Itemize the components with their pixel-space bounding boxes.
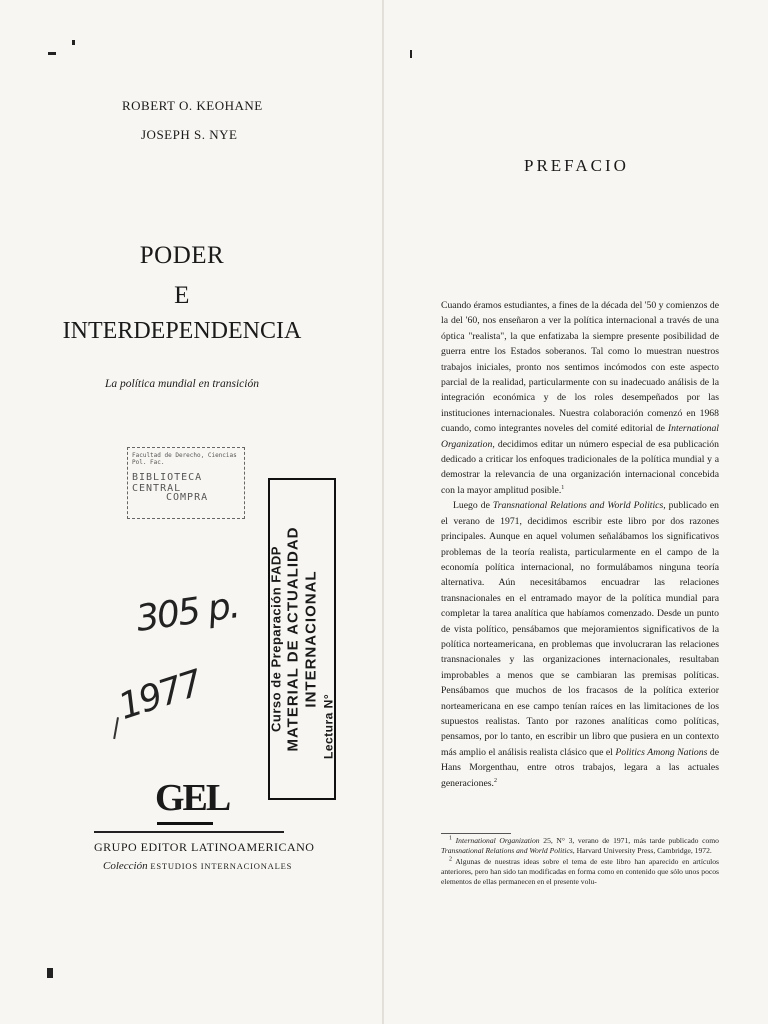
collection-name: ESTUDIOS INTERNACIONALES (150, 861, 293, 871)
footnote-1-number: 1 (449, 835, 452, 842)
scan-speck (72, 40, 75, 45)
page-gutter (382, 0, 384, 1024)
p1-text-cont: , decidimos editar un número especial de esa publicación dedicado a criticar los enfoques tradicionales de la política mundial y a demostrar la relevancia de una organización internacional concebida con la mayor amplitud posible. (441, 438, 719, 496)
library-stamp (127, 447, 245, 519)
course-stamp-text (268, 489, 337, 789)
handwritten-year: 1977 (113, 663, 206, 728)
preface-paragraph-2 (441, 498, 719, 791)
preface-paragraph-1 (441, 298, 719, 498)
collection-line (103, 860, 292, 872)
footnote-ref-2: 2 (493, 777, 497, 784)
footnote-1-book: Transnational Relations and World Politics (441, 846, 573, 855)
footnote-1-mid: 25, N° 3, verano de 1971, más tarde publicado como (543, 836, 719, 845)
book-title-line-3: INTERDEPENDENCIA (62, 318, 302, 344)
footnote-2 (441, 857, 719, 887)
course-stamp-line-1: Curso de Preparación FADP (268, 546, 284, 732)
footnote-1-journal: International Organization (455, 836, 540, 845)
p2-text-end: de Hans Morgenthau, entre otros trabajos, legara a las actuales generaciones. (441, 746, 720, 789)
publisher-logo (155, 776, 230, 828)
scan-speck (47, 968, 53, 978)
library-stamp-line-1: Facultad de Derecho, Ciencias Pol. Fac. (132, 452, 237, 466)
book-title-line-1: PODER (139, 242, 225, 269)
p2-text: , publicado en el verano de 1971, decidimos escribir este libro por dos razones principales. Aunque en aquel volumen señalábamos los significativos problemas de la teoría realista, particularmente en el campo de la economía política internacional, no formulábamos ninguna teoría alternativa. Aún necesitábamos encuadrar las relaciones transnacionales en el entramado mayor de la política mundial para completar la tarea analítica que habíamos comenzado. Desde un punto de vista político, pensábamos que mejoramientos significativos de la política norteamericana, en problemas que involucraran las relaciones transnacionales y las organizaciones internacionales, resultaban improbables a menos que se cambiaran las premisas políticas. Pensábamos que muchos de los fracasos de la política exterior norteamericana en ese campo tenían raíces en las limitaciones de los supuestos realistas. Tanto por razones analíticas como políticas, pensamos, por lo tanto, en escribir un libro que pusiera en un contexto más amplio el análisis realista clásico que el (441, 500, 719, 758)
library-stamp-line-2: BIBLIOTECA CENTRAL (132, 472, 203, 494)
library-stamp-line-3: COMPRA (166, 492, 209, 503)
publisher-logo-underline (157, 822, 213, 825)
preface-body (441, 298, 719, 791)
scan-speck (410, 50, 412, 58)
publisher-name: GRUPO EDITOR LATINOAMERICANO (94, 840, 315, 854)
book-title-line-2: E (174, 282, 190, 309)
p2-start: Luego de (453, 500, 490, 512)
p1-journal-title: International Organization (441, 423, 719, 450)
footnote-2-number: 2 (449, 856, 452, 863)
scan-speck (48, 52, 56, 55)
footnote-separator (441, 833, 511, 834)
footnote-2-text: Algunas de nuestras ideas sobre el tema de este libro han aparecido en artículos anteriores, pero han sido tan modificadas en forma como en contenido que sólo unos pocos elementos de ellas permanecen en el presente volu- (441, 857, 719, 886)
course-stamp (268, 478, 336, 800)
course-stamp-line-3: INTERNACIONAL (302, 570, 320, 708)
preface-heading: PREFACIO (524, 156, 629, 175)
collection-label: Colección (103, 860, 148, 872)
course-stamp-line-2: MATERIAL DE ACTUALIDAD (284, 526, 302, 752)
footnote-ref-1: 1 (561, 484, 565, 491)
publisher-logo-text: GEL (155, 777, 230, 819)
course-stamp-line-4: Lectura N° (321, 693, 336, 759)
publisher-rule (94, 831, 284, 833)
footnote-1 (441, 836, 719, 856)
p2-morgenthau-title: Politics Among Nations (615, 746, 708, 758)
handwritten-page-count: 305 p. (133, 585, 241, 640)
author-nye: JOSEPH S. NYE (141, 127, 238, 142)
p1-text: Cuando éramos estudiantes, a fines de la década del '50 y comienzos de la del '60, nos enseñaron a ver la política internacional a través de una óptica "realista", la que enfatizaba la siempre presente posibilidad de guerra entre los Estados soberanos. Tal como lo muestran nuestros trabajos iniciales, pronto nos sentimos incómodos con este aspecto parcial de la realidad, particularmente con su inadecuado análisis de la integración económica y de los roles desempeñados por las instituciones internacionales. Nuestra colaboración comenzó en 1968 cuando, como integrantes noveles del comité editorial de (441, 300, 719, 435)
author-keohane: ROBERT O. KEOHANE (122, 98, 263, 113)
handwritten-mark (113, 717, 129, 741)
footnote-1-end: , Harvard University Press, Cambridge, 1972. (572, 846, 712, 855)
p2-book-title: Transnational Relations and World Politics (492, 500, 664, 512)
book-subtitle: La política mundial en transición (105, 378, 259, 390)
footnotes (441, 836, 719, 888)
